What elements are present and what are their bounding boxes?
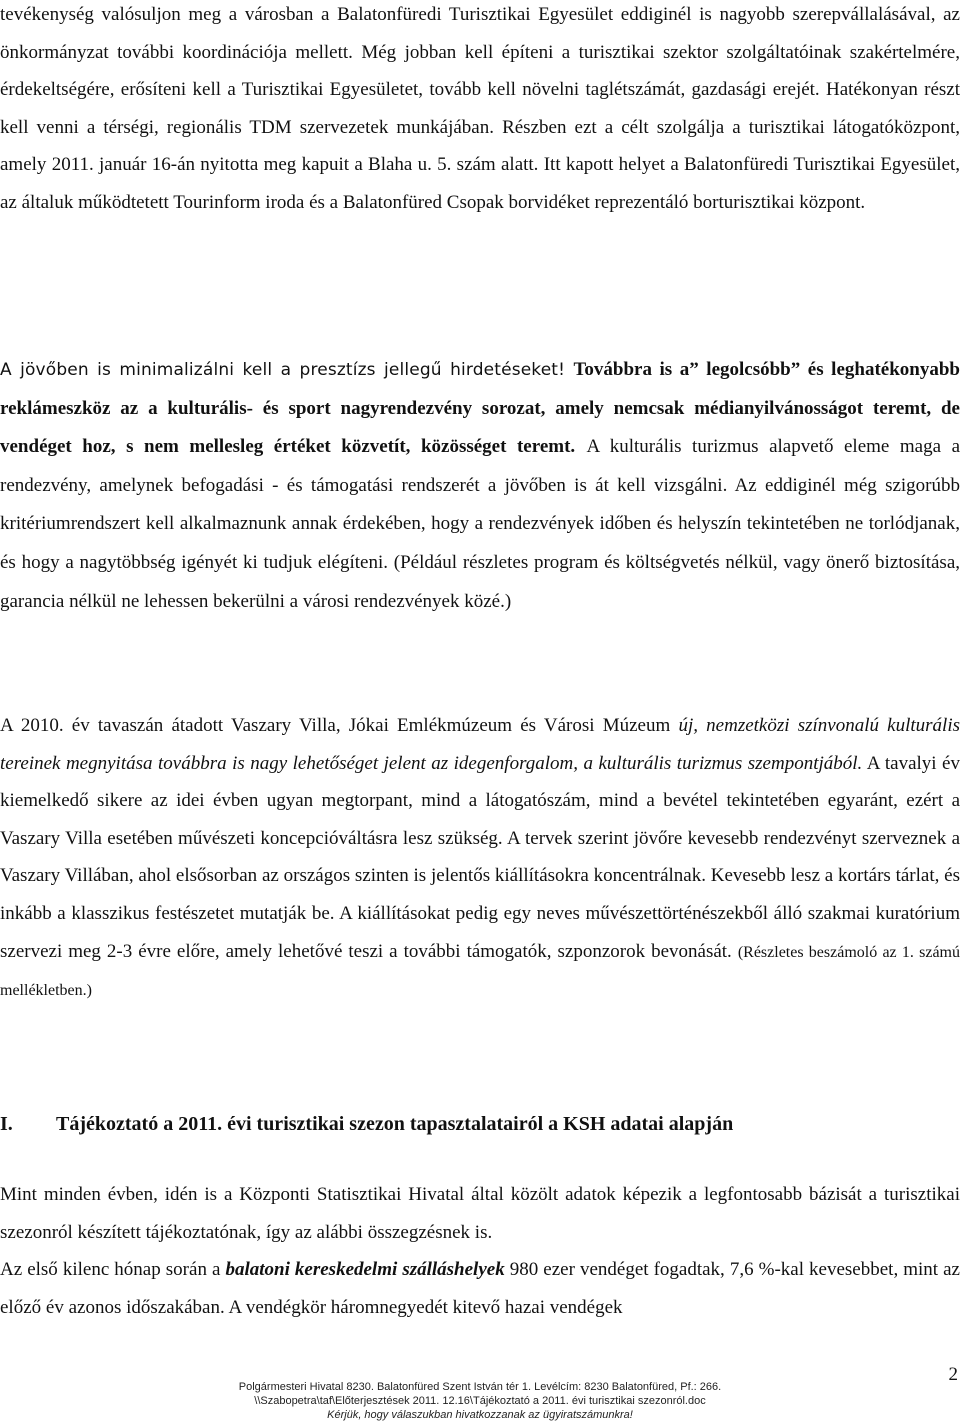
paragraph-tdm: tevékenység valósuljon meg a városban a Balatonfüredi Turisztikai Egyesület eddiginél is nagyobb szerepvállalásával, az önkormányzat további koordinációja mellett. Még jobban kell építeni a turisztikai szektor szolgáltatóinak szakértelmére, érdekeltségére, erősíteni kell a Turisztikai Egyesületet, tovább kell növelni taglétszámát, gazdasági erejét. Hatékonyan részt kell venni a térségi, regionális TDM szervezetek munkájában. Részben ezt a célt szolgálja a turisztikai látogatóközpont, amely 2011. január 16-án nyitotta meg kapuit a Blaha u. 5. szám alatt. Itt kapott helyet a Balatonfüredi Turisztikai Egyesület, az általuk működtetett Tourinform iroda és a Balatonfüred Csopak borvidéket reprezentáló borturisztikai központ. [0,4,960,213]
footer-address: Polgármesteri Hivatal 8230. Balatonfüred Szent István tér 1. Levélcím: 8230 Balatonfüred, Pf.: 266. [238,1381,722,1393]
page-number: 2 [948,1364,958,1385]
footer-file-path: \\Szabopetra\taf\Előterjesztések 2011. 12.16\Tájékoztató a 2011. évi turisztikai szezonról.doc [254,1395,706,1407]
paragraph-balaton-stats: Az első kilenc hónap során a balatoni kereskedelmi szálláshelyek 980 ezer vendéget fogadtak, 7,6 %-kal kevesebbet, mint az előző év azonos időszakában. A vendégkör háromnegyedét kitevő hazai vendégek [0,1259,960,1318]
section-heading: I. Tájékoztató a 2011. évi turisztikai szezon tapasztalatairól a KSH adatai alapján [0,1113,734,1135]
paragraph-ksh-intro: Mint minden évben, idén is a Központi Statisztikai Hivatal által közölt adatok képezik a legfontosabb bázisát a turisztikai szezonról készített tájékoztatónak, így az alábbi összegzésnek is. [0,1184,960,1243]
paragraph-advertising: A jövőben is minimalizálni kell a presztízs jellegű hirdetéseket! Továbbra is a” legolcsóbb” és leghatékonyabb reklámeszköz az a kulturális- és sport nagyrendezvény sorozat, amely nemcsak médianyilvánosságot teremt, de vendéget hoz, s nem mellesleg értéket közvetít, közösséget teremt. A kulturális turizmus alapvető eleme maga a rendezvény, amelynek befogadási - és támogatási rendszerét a jövőben is át kell vizsgálni. Az eddiginél még szigorúbb kritériumrendszert kell alkalmaznunk annak érdekében, hogy a rendezvények időben és helyszín tekintetében ne torlódjanak, és hogy a nagytöbbség igényét ki tudjuk elégíteni. (Például részletes program és költségvetés nélkül, vagy önerő biztosítása, garancia nélkül ne lehessen bekerülni a városi rendezvények közé.) [0,359,960,612]
footer-note: Kérjük, hogy válaszukban hivatkozzanak az ügyiratszámunkra! [327,1409,633,1421]
paragraph-vaszary-villa: A 2010. év tavaszán átadott Vaszary Villa, Jókai Emlékmúzeum és Városi Múzeum új, nemzetközi színvonalú kulturális tereinek megnyitása továbbra is nagy lehetőséget jelent az idegenforgalom, a kulturális turizmus szempontjából. A tavalyi év kiemelkedő sikere az idei évben ugyan megtorpant, mind a látogatószám, mind a bevétel tekintetében egyaránt, ezért a Vaszary Villa esetében művészeti koncepcióváltásra lesz szükség. A tervek szerint jövőre kevesebb rendezvényt szerveznek a Vaszary Villában, ahol elsősorban az országos szinten is jelentős kiállításokra koncentrálnak. Kevesebb lesz a kortárs tárlat, és inkább a klasszikus festészetet mutatják be. A kiállításokat pedig egy neves művészettörténészekből álló szakmai kuratórium szervezi meg 2-3 évre előre, amely lehetővé teszi a további támogatók, szponzorok bevonását. (Részletes beszámoló az 1. számú mellékletben.) [0,715,960,1000]
